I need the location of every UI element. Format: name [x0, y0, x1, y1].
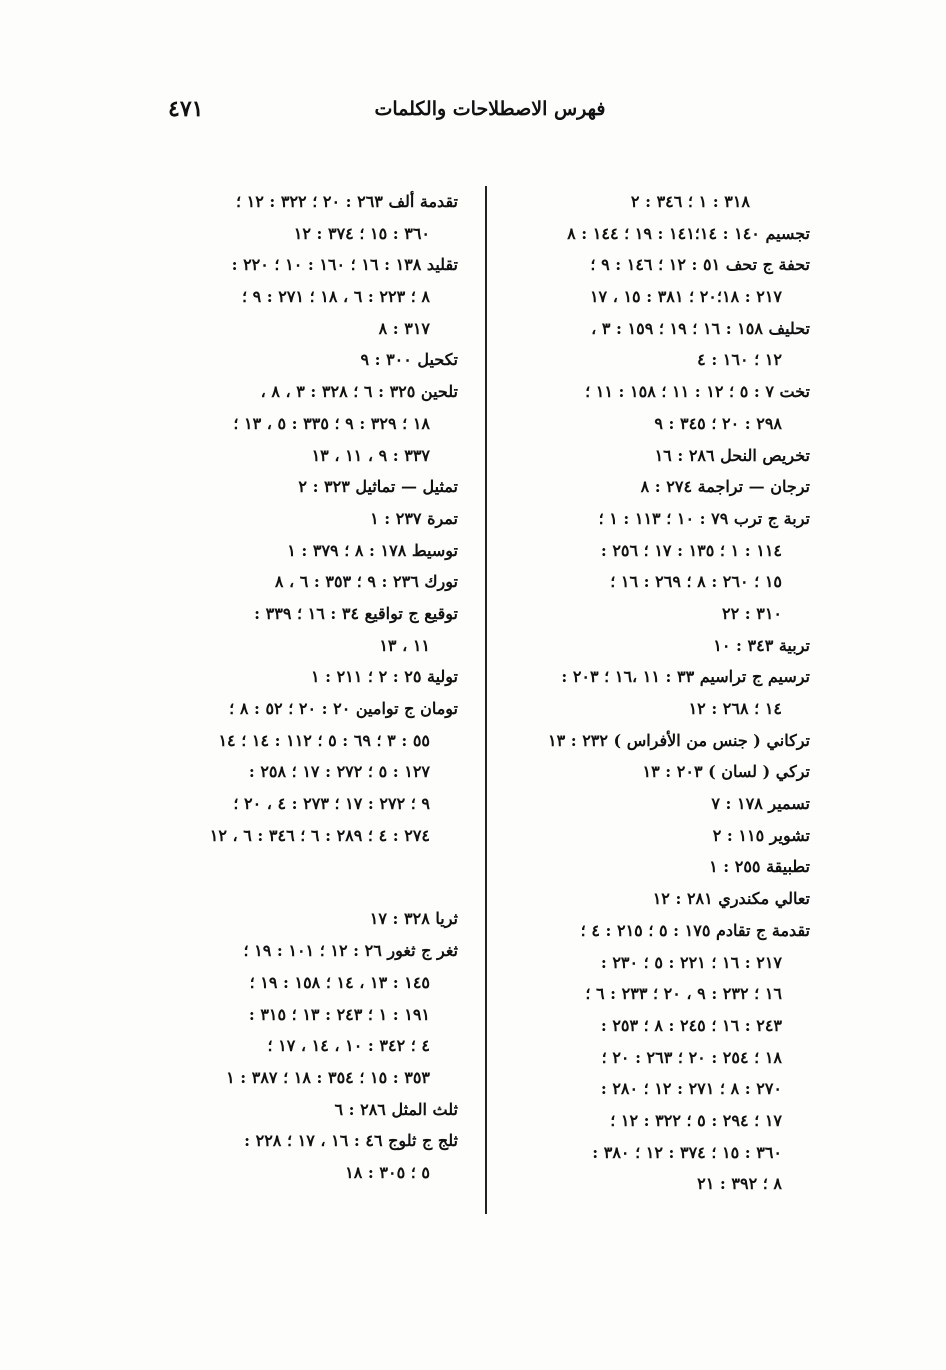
index-line: ٢٩٨ : ٢٠ ؛ ٣٤٥ : ٩	[654, 413, 782, 433]
index-line: ١٧ ؛ ٢٩٤ : ٥ ؛ ٣٢٢ : ١٢ ؛	[610, 1110, 782, 1130]
index-line: تومان ج توامين ٢٠ : ٢٠ ؛ ٥٢ : ٨ ؛	[229, 699, 458, 718]
index-line: تربية ٣٤٣ : ١٠	[713, 635, 810, 655]
column-divider	[485, 186, 487, 1214]
right-column	[505, 186, 810, 1200]
index-line: ثغر ج ثغور ٢٦ : ١٢ ؛ ١٠١ : ١٩ ؛	[243, 941, 458, 961]
index-line: تقليد ١٣٨ : ١٦ ؛ ١٦٠ : ١٠ ؛ ٢٢٠ :	[231, 255, 458, 275]
index-line: تسمير ١٧٨ : ٧	[711, 794, 810, 814]
index-line: ١٨ ؛ ٢٥٤ : ٢٠ ؛ ٢٦٣ : ٢٠ ؛	[601, 1047, 782, 1067]
index-line: ٢٤٣ : ١٦ ؛ ٢٤٥ : ٨ ؛ ٢٥٣ :	[600, 1015, 782, 1035]
index-line: ١٨ ؛ ٣٢٩ : ٩ ؛ ٣٣٥ : ٥ ، ١٣ ؛	[233, 413, 430, 433]
page-number: ٤٧١	[168, 96, 204, 122]
index-line: ٣٦٠ : ١٥ ؛ ٣٧٤ : ١٢ ؛ ٣٨٠ :	[592, 1142, 782, 1162]
index-line: ١١٤ : ١ ؛ ١٣٥ : ١٧ ؛ ٢٥٦ :	[600, 540, 782, 560]
index-line: تعالي مكندري ٢٨١ : ١٢	[652, 889, 810, 909]
index-line: تقدمة ج تقادم ١٧٥ : ٥ ؛ ٢١٥ : ٤ ؛	[580, 920, 810, 940]
index-line: ثلج ج ثلوج ٤٦ : ١٦ ، ١٧ ؛ ٢٢٨ :	[244, 1131, 458, 1151]
index-line: تكحيل ٣٠٠ : ٩	[360, 350, 458, 370]
index-line: ٥٥ : ٣ ؛ ٦٩ : ٥ ؛ ١١٢ : ١٤ ؛ ١٤	[218, 730, 430, 750]
index-line: تمثيل — تماثيل ٣٢٣ : ٢	[298, 477, 458, 497]
index-line: ٥ ؛ ٣٠٥ : ١٨	[345, 1162, 430, 1182]
index-line: ٣١٨ : ١ ؛ ٣٤٦ : ٢	[630, 192, 750, 211]
section-gap	[150, 851, 458, 903]
index-line: ثلث المثل ٢٨٦ : ٦	[334, 1099, 458, 1119]
index-line: ٩ ؛ ٢٧٢ : ١٧ ؛ ٢٧٣ : ٤ ، ٢٠ ؛	[233, 794, 430, 814]
index-line: ١٤ ؛ ٢٦٨ : ١٢	[688, 699, 782, 718]
index-line: ٣٥٣ : ١٥ ؛ ٣٥٤ : ١٨ ؛ ٣٨٧ : ١	[226, 1067, 430, 1087]
index-line: تركي ( لسان ) ٢٠٣ : ١٣	[642, 762, 810, 782]
index-line: ١٦ ؛ ٢٣٢ : ٩ ، ٢٠ ؛ ٢٣٣ : ٦ ؛	[585, 984, 782, 1004]
index-line: ١٩١ : ١ ؛ ٢٤٣ : ١٣ ؛ ٣١٥ :	[248, 1004, 430, 1024]
index-line: تخت ٧ : ٥ ؛ ١٢ : ١١ ؛ ١٥٨ : ١١ ؛	[585, 382, 810, 402]
index-line: تخريص النحل ٢٨٦ : ١٦	[654, 445, 810, 465]
index-line: ٨ ؛ ٣٩٢ : ٢١	[697, 1174, 782, 1194]
page-title: فهرس الاصطلاحات والكلمات	[374, 98, 606, 120]
index-line: ترسيم ج تراسيم ٣٣ : ١١ ،١٦ ؛ ٢٠٣ :	[561, 667, 810, 687]
index-line: ٤ ؛ ٣٤٢ : ١٠ ، ١٤ ، ١٧ ؛	[267, 1036, 430, 1056]
index-line: ١١ ، ١٣	[379, 635, 430, 655]
index-line: ١٢٧ : ٥ ؛ ٢٧٢ : ١٧ ؛ ٢٥٨ :	[248, 762, 430, 782]
index-line: تقدمة ألف ٢٦٣ : ٢٠ ؛ ٣٢٢ : ١٢ ؛	[235, 192, 458, 211]
index-line: تجسيم ١٤٠ : ١٤؛١٤١ : ١٩ ؛ ١٤٤ : ٨	[567, 223, 810, 243]
index-line: ١٢ ؛ ١٦٠ : ٤	[697, 350, 782, 370]
index-line: ٢٧٤ : ٤ ؛ ٢٨٩ : ٦ ؛ ٣٤٦ : ٦ ، ١٢	[209, 825, 430, 845]
index-line: ٨ ؛ ٢٢٣ : ٦ ، ١٨ ؛ ٢٧١ : ٩ ؛	[241, 287, 430, 307]
index-line: ثريا ٣٢٨ : ١٧	[369, 909, 458, 929]
left-column	[150, 186, 458, 1189]
index-line: تربة ج ترب ٧٩ : ١٠ ؛ ١١٣ : ١ ؛	[598, 508, 810, 528]
index-line: ٣١٠ : ٢٢	[721, 603, 782, 623]
index-line: ترجان — تراجمة ٢٧٤ : ٨	[640, 477, 810, 497]
index-line: توقيع ج تواقيع ٣٤ : ١٦ ؛ ٣٣٩ :	[254, 603, 458, 623]
index-line: ١٥ ؛ ٢٦٠ : ٨ ؛ ٢٦٩ : ١٦ ؛	[610, 572, 782, 592]
index-line: توسيط ١٧٨ : ٨ ؛ ٣٧٩ : ١	[287, 540, 458, 560]
index-line: ٣١٧ : ٨	[378, 318, 430, 338]
index-line: ١٤٥ : ١٣ ، ١٤ ؛ ١٥٨ : ١٩ ؛	[249, 972, 430, 992]
index-line: ٣٣٧ : ٩ ، ١١ ، ١٣	[311, 445, 430, 465]
index-line: ٢١٧ : ١٦ ؛ ٢٢١ : ٥ ؛ ٢٣٠ :	[600, 952, 782, 972]
index-line: ٢٧٠ : ٨ ؛ ٢٧١ : ١٢ ؛ ٢٨٠ :	[600, 1079, 782, 1099]
index-line: تركاني ( جنس من الأفراس ) ٢٣٢ : ١٣	[547, 730, 810, 750]
index-line: تحليف ١٥٨ : ١٦ ؛ ١٩ ؛ ١٥٩ : ٣ ،	[591, 318, 810, 338]
index-line: تلحين ٣٢٥ : ٦ ؛ ٣٢٨ : ٣ ، ٨ ،	[260, 382, 458, 402]
index-line: ٢١٧ : ١٨؛٢٠ ؛ ٣٨١ : ١٥ ، ١٧	[589, 287, 782, 307]
index-line: تمرة ٢٣٧ : ١	[370, 508, 458, 528]
index-line: تولية ٢٥ : ٢ ؛ ٢١١ : ١	[310, 667, 458, 687]
index-line: تطبيقة ٢٥٥ : ١	[709, 857, 810, 877]
index-line: ٣٦٠ : ١٥ ؛ ٣٧٤ : ١٢	[293, 223, 430, 243]
index-line: تورك ٢٣٦ : ٩ ؛ ٣٥٣ : ٦ ، ٨	[274, 572, 458, 592]
index-line: تشوير ١١٥ : ٢	[712, 825, 810, 845]
index-line: تحفة ج تحف ٥١ : ١٢ ؛ ١٤٦ : ٩ ؛	[590, 255, 810, 275]
